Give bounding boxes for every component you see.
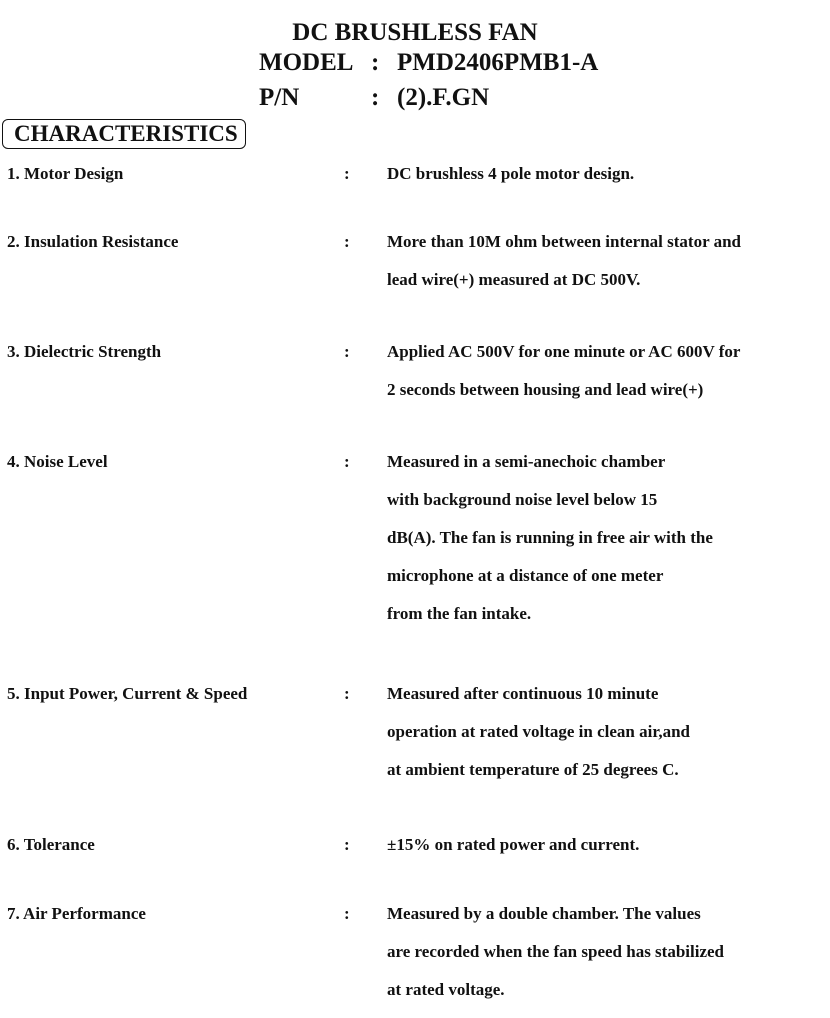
spec-line: DC brushless 4 pole motor design. (387, 164, 635, 183)
spec-colon: : (344, 452, 350, 471)
spec-line: Measured after continuous 10 minute (387, 684, 659, 703)
spec-line: operation at rated voltage in clean air,and (387, 722, 690, 741)
spec-colon: : (344, 232, 350, 251)
spec-description (387, 164, 827, 202)
spec-description (387, 904, 827, 1018)
spec-line: at ambient temperature of 25 degrees C. (387, 760, 679, 779)
model-value: PMD2406PMB1-A (397, 49, 599, 76)
part-number-colon: : (371, 84, 380, 111)
spec-label: 4. Noise Level (7, 452, 108, 471)
spec-label: 6. Tolerance (7, 835, 95, 854)
spec-label: 3. Dielectric Strength (7, 342, 162, 361)
spec-colon: : (344, 684, 350, 703)
spec-label: 2. Insulation Resistance (7, 232, 179, 251)
spec-label: 5. Input Power, Current & Speed (7, 684, 248, 703)
spec-description (387, 684, 827, 798)
spec-line: dB(A). The fan is running in free air with the (387, 528, 713, 547)
model-colon: : (371, 49, 380, 76)
spec-line: lead wire(+) measured at DC 500V. (387, 270, 641, 289)
spec-line: from the fan intake. (387, 604, 532, 623)
spec-line: Measured by a double chamber. The values (387, 904, 701, 923)
spec-colon: : (344, 835, 350, 854)
spec-line: at rated voltage. (387, 980, 505, 999)
spec-description (387, 232, 827, 308)
spec-description (387, 452, 827, 642)
spec-line: microphone at a distance of one meter (387, 566, 664, 585)
spec-colon: : (344, 342, 350, 361)
spec-label: 7. Air Performance (7, 904, 146, 923)
spec-line: ±15% on rated power and current. (387, 835, 640, 854)
spec-line: Measured in a semi-anechoic chamber (387, 452, 666, 471)
spec-line: 2 seconds between housing and lead wire(+) (387, 380, 704, 399)
part-number-label: P/N (259, 84, 300, 111)
part-number-value: (2).F.GN (397, 84, 490, 111)
spec-description (387, 835, 827, 873)
spec-colon: : (344, 164, 350, 183)
section-heading-characteristics: CHARACTERISTICS (2, 119, 246, 149)
document-title: DC BRUSHLESS FAN (292, 19, 538, 46)
model-label: MODEL (259, 49, 354, 76)
spec-line: Applied AC 500V for one minute or AC 600V for (387, 342, 741, 361)
spec-colon: : (344, 904, 350, 923)
spec-description (387, 342, 827, 418)
spec-line: are recorded when the fan speed has stabilized (387, 942, 725, 961)
spec-label: 1. Motor Design (7, 164, 124, 183)
spec-line: with background noise level below 15 (387, 490, 658, 509)
spec-line: More than 10M ohm between internal stator and (387, 232, 741, 251)
